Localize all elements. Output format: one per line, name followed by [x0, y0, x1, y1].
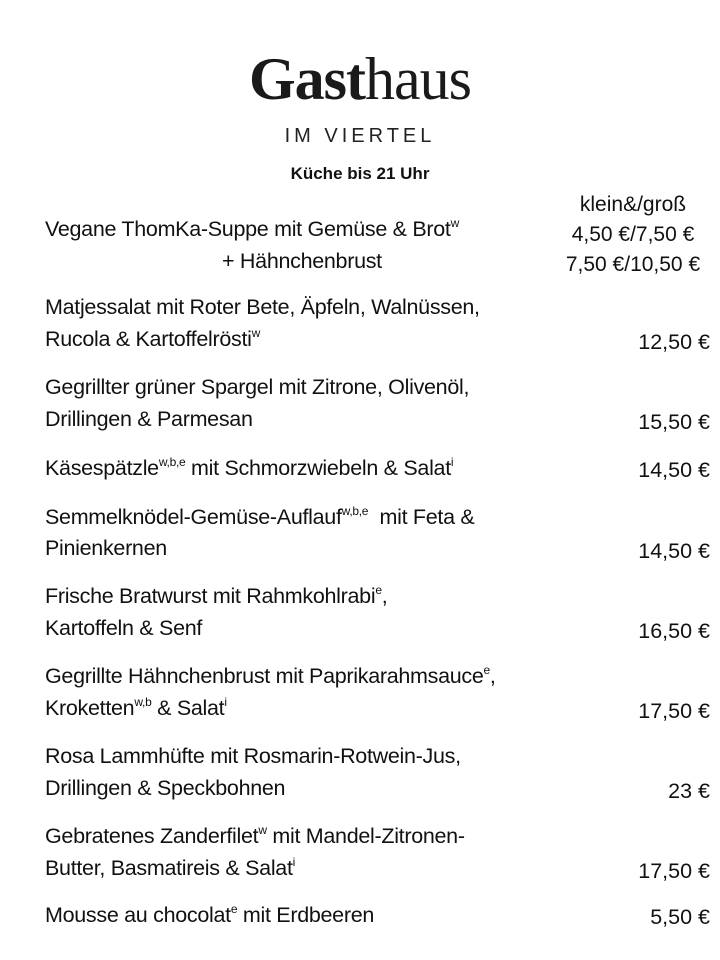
menu-item-price: 14,50 € [638, 539, 710, 563]
menu-item-price: 12,50 € [638, 330, 710, 354]
menu-item-name-line2: Butter, Basmatireis & Salat$^i$ [45, 855, 295, 880]
menu-item-price: 17,50 € [638, 699, 710, 723]
menu-item-price: 16,50 € [638, 619, 710, 643]
menu-item-name: Matjessalat mit Roter Bete, Äpfeln, Walnüssen, [45, 295, 480, 319]
menu-item-name: Gegrillte Hähnchenbrust mit Paprikarahmsauce$^e$, [45, 663, 496, 688]
logo-subtitle: IM VIERTEL [284, 125, 436, 147]
menu-item-name: Semmelknödel-Gemüse-Auflauf$^{w,b,e}$ mit Feta & [45, 504, 475, 529]
size-label: klein&/groß [579, 193, 687, 216]
menu-item-name: Frische Bratwurst mit Rahmkohlrabi$^e$, [45, 583, 388, 608]
kitchen-hours: Küche bis 21 Uhr [290, 164, 430, 183]
menu-item-name-line2: Kroketten$^{w,b}$ & Salat$^i$ [45, 695, 227, 720]
logo-bold-text: Gast [249, 46, 365, 112]
menu-item-name: Mousse au chocolat$^e$ mit Erdbeeren [45, 902, 375, 927]
menu-item-name: Gebratenes Zanderfilet$^w$ mit Mandel-Zitronen- [45, 823, 465, 848]
soup-addon: + Hähnchenbrust [222, 249, 382, 273]
menu-item-name: Rosa Lammhüfte mit Rosmarin-Rotwein-Jus, [45, 744, 461, 768]
menu-item-price: 23 € [668, 779, 710, 803]
menu-item-price: 17,50 € [638, 859, 710, 883]
menu-item-price: 15,50 € [638, 410, 710, 434]
menu-item-name-line2: Kartoffeln & Senf [45, 616, 203, 640]
menu-item-name: Gegrillter grüner Spargel mit Zitrone, Olivenöl, [45, 375, 470, 399]
menu-item-price: 5,50 € [650, 905, 710, 929]
menu-item-price: 14,50 € [638, 458, 710, 482]
menu-item-name: Käsespätzle$^{w,b,e}$ mit Schmorzwiebeln & Salat$^i$ [45, 455, 454, 480]
menu-item-name-line2: Drillingen & Speckbohnen [45, 776, 286, 800]
menu-item-name-line2: Drillingen & Parmesan [45, 407, 253, 431]
menu-item-name-line2: Rucola & Kartoffelrösti$^w$ [45, 326, 260, 351]
soup-name: Vegane ThomKa-Suppe mit Gemüse & Brot$^w$ [45, 216, 459, 241]
soup-price-addon: 7,50 €/10,50 € [565, 253, 701, 276]
logo-light-text: haus [365, 46, 471, 112]
soup-price-base: 4,50 €/7,50 € [571, 223, 695, 246]
logo [0, 44, 720, 114]
menu-item-name-line2: Pinienkernen [45, 536, 167, 560]
